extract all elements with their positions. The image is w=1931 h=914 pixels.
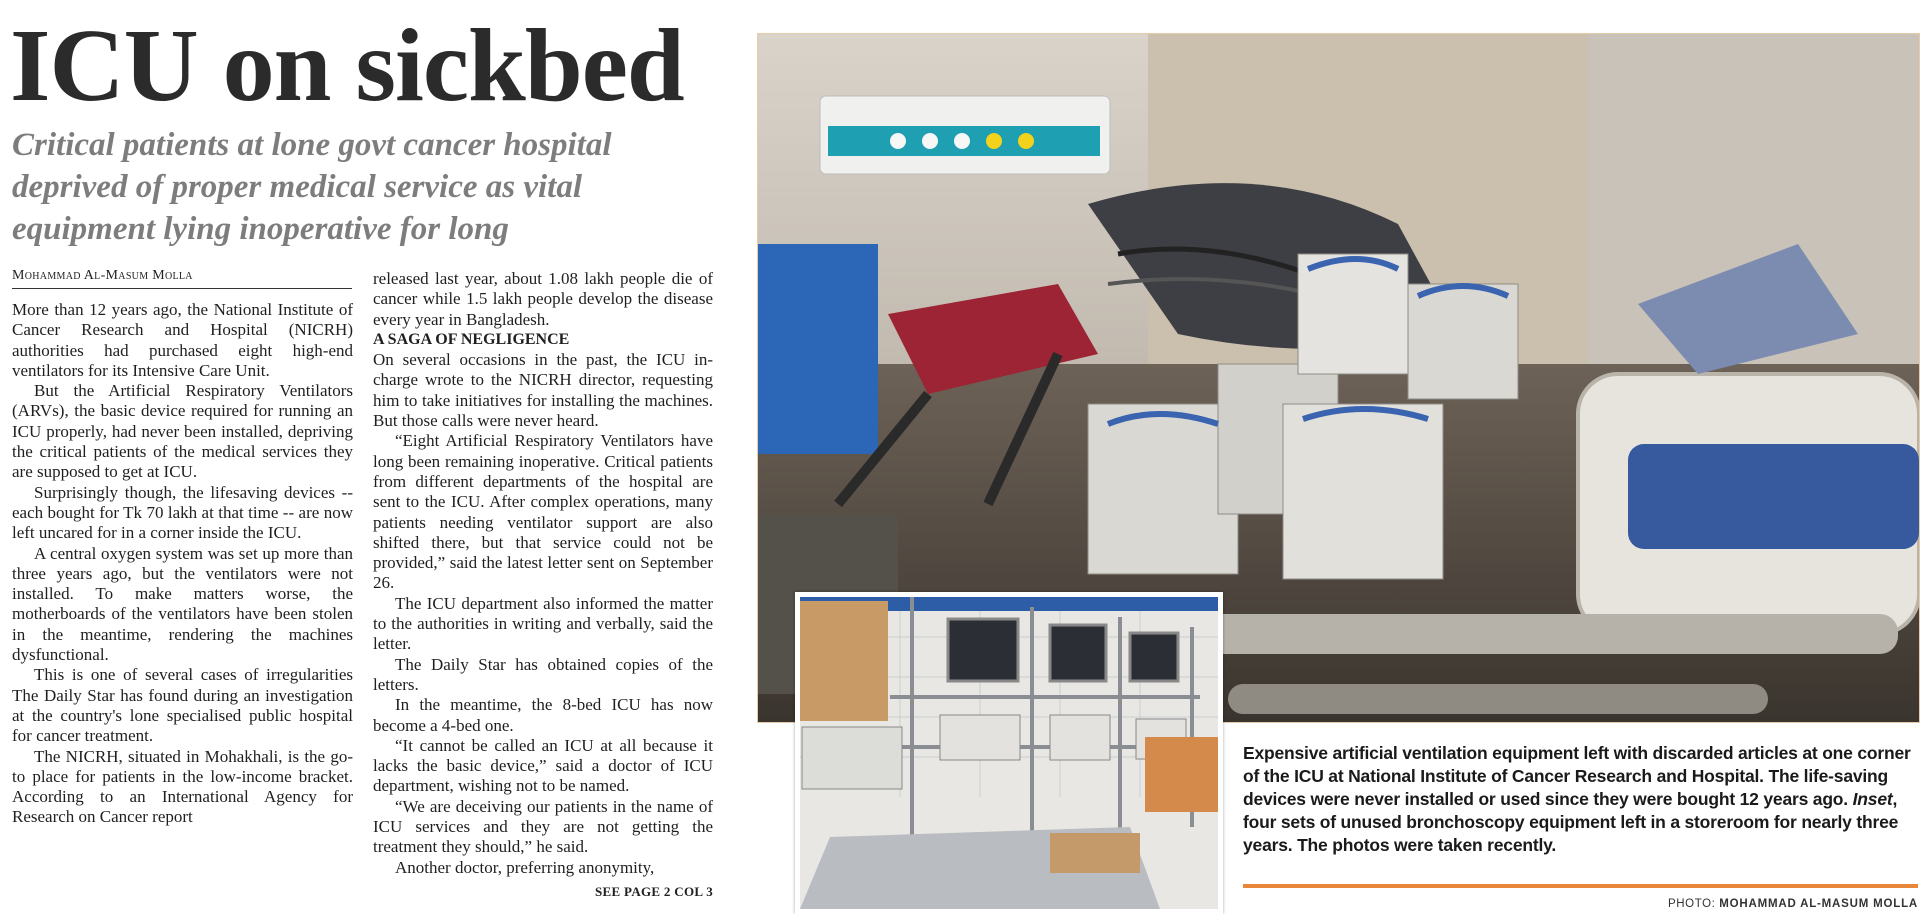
paragraph: More than 12 years ago, the National Institute of Cancer Research and Hospital (NICRH) authorities had purchased eight high-end ventilators for its Intensive Care Unit.: [12, 300, 353, 380]
paragraph: In the meantime, the 8-bed ICU has now become a 4-bed one.: [373, 695, 713, 735]
caption-text-inset: , four sets of unused bronchoscopy equipment left in a storeroom for nearly three years. The photos were taken recently.: [1243, 789, 1899, 855]
paragraph: “Eight Artificial Respiratory Ventilators have long been remaining inoperative. Critical patients from different departments of the hospital are sent to the ICU. After complex operations, many patients needing ventilator support are also shifted there, but that service could not be provided,” said the latest letter sent on September 26.: [373, 431, 713, 593]
paragraph: Surprisingly though, the lifesaving devices -- each bought for Tk 70 lakh at that time -- are now left uncared for in a corner inside the ICU.: [12, 482, 353, 543]
paragraph: The Daily Star has obtained copies of the letters.: [373, 654, 713, 694]
article-column-1: [12, 300, 353, 828]
caption-inset-label: Inset: [1852, 789, 1893, 809]
paragraph: Another doctor, preferring anonymity,: [395, 857, 655, 877]
section-subhead: A SAGA OF NEGLIGENCE: [373, 330, 570, 348]
paragraph: “We are deceiving our patients in the name of ICU services and they are not getting the treatment they should,” he said.: [373, 796, 713, 857]
paragraph: released last year, about 1.08 lakh people die of cancer while 1.5 lakh people develop the disease every year in Bangladesh.: [373, 269, 713, 329]
paragraph: “It cannot be called an ICU at all because it lacks the basic device,” said a doctor of ICU department, wishing not to be named.: [373, 735, 713, 796]
photo-credit: [1668, 898, 1918, 910]
inset-photo-illustration: [800, 597, 1218, 909]
byline: Mohammad Al-Masum Molla: [12, 268, 352, 289]
paragraph: This is one of several cases of irregularities The Daily Star has found during an investigation at the country's lone specialised public hospital for cancer treatment.: [12, 665, 353, 746]
paragraph: A central oxygen system was set up more than three years ago, but the ventilators were not installed. To make matters worse, the motherboards of the ventilators have been stolen in the meantime, rendering the machines dysfunctional.: [12, 543, 353, 665]
paragraph: The NICRH, situated in Mohakhali, is the go-to place for patients in the low-income bracket. According to an International Agency for Research on Cancer report: [12, 746, 353, 827]
paragraph: On several occasions in the past, the ICU in-charge wrote to the NICRH director, requesting him to take initiatives for installing the machines. But those calls were never heard.: [373, 350, 713, 431]
headline: ICU on sickbed: [10, 8, 684, 123]
caption-text-main: Expensive artificial ventilation equipment left with discarded articles at one corner of the ICU at National Institute of Cancer Research and Hospital. The life-saving devices were never installed or used since they were bought 12 years ago.: [1243, 743, 1911, 809]
article-column-2: [373, 269, 713, 902]
jump-line[interactable]: SEE PAGE 2 COL 3: [595, 883, 713, 899]
paragraph: But the Artificial Respiratory Ventilators (ARVs), the basic device required for running an ICU properly, had never been installed, depriving the critical patients of the medical services they are supposed to get at ICU.: [12, 381, 353, 482]
photo-credit-name: MOHAMMAD AL-MASUM MOLLA: [1719, 898, 1918, 910]
photo-credit-label: PHOTO:: [1667, 898, 1716, 910]
photo-caption: [1243, 742, 1918, 857]
caption-accent-rule: [1243, 884, 1918, 888]
inset-photo-bronchoscopy-equipment: [795, 592, 1223, 914]
subheadline-deck: Critical patients at lone govt cancer hospital deprived of proper medical service as vital equipment lying inoperative for long: [12, 127, 612, 247]
paragraph: The ICU department also informed the matter to the authorities in writing and verbally, said the letter.: [373, 593, 713, 654]
